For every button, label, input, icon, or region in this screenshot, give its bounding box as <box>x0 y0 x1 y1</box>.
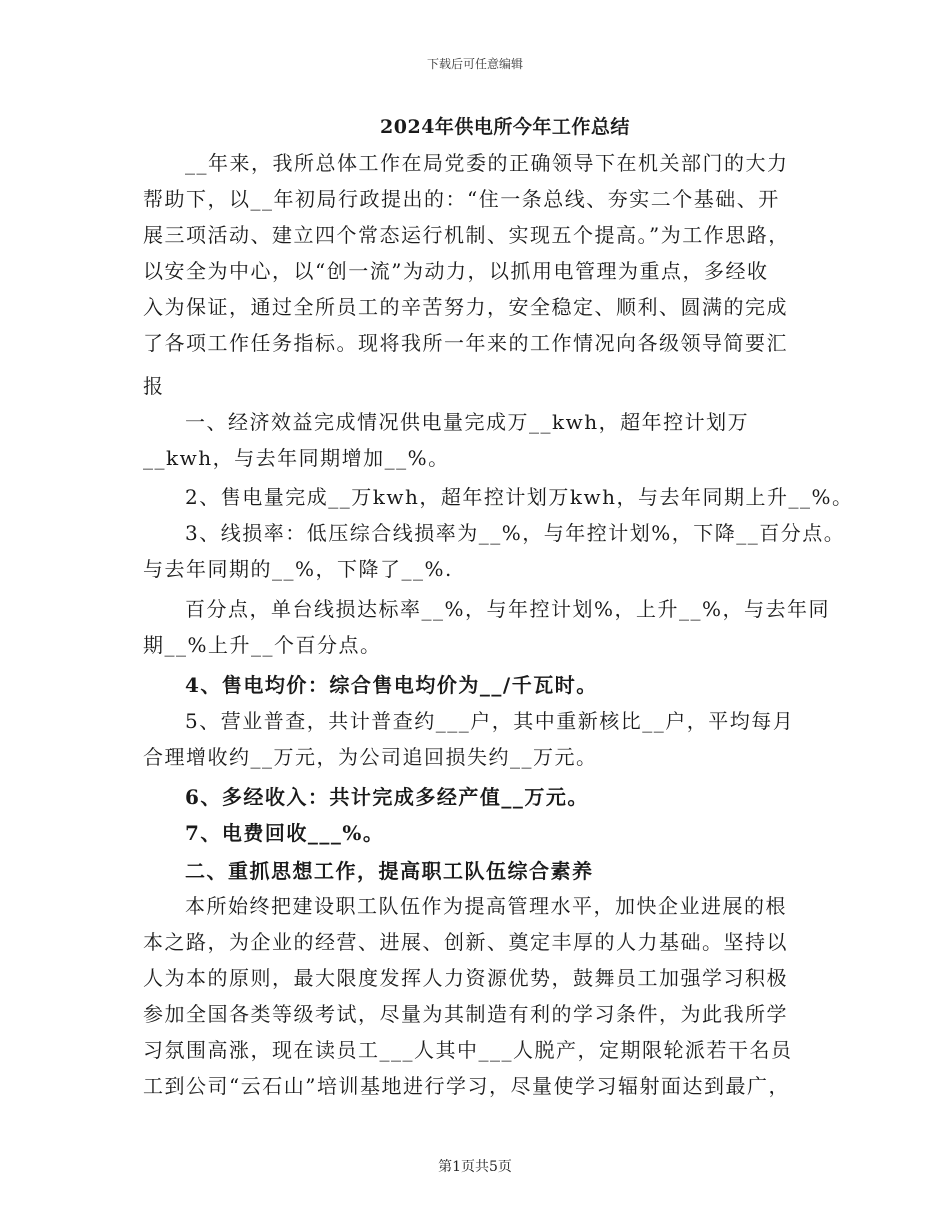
page-header: 下载后可任意编辑 <box>426 57 523 71</box>
body-line: 5、营业普查，共计普查约___户，其中重新核比__户，平均每月 <box>185 709 795 733</box>
body-line: 7、电费回收___%。 <box>185 821 385 845</box>
body-line: 以安全为中心，以“创一流”为动力，以抓用电管理为重点，多经收 <box>143 259 769 283</box>
body-line: __年来，我所总体工作在局党委的正确领导下在机关部门的大力 <box>185 151 789 175</box>
body-line: 入为保证，通过全所员工的辛苦努力，安全稳定、顺利、圆满的完成 <box>143 295 788 319</box>
body-line: 了各项工作任务指标。现将我所一年来的工作情况向各级领导简要汇 <box>143 331 788 355</box>
body-line: 本之路，为企业的经营、进展、创新、奠定丰厚的人力基础。坚持以 <box>143 930 788 954</box>
body-line: 参加全国各类等级考试，尽量为其制造有利的学习条件，为此我所学 <box>143 1002 788 1026</box>
body-line: 期__%上升__个百分点。 <box>143 633 382 657</box>
body-line: 与去年同期的__%，下降了__%. <box>143 557 453 581</box>
body-line: 2、售电量完成__万kwh，超年控计划万kwh，与去年同期上升__%。 <box>185 485 854 509</box>
body-line: 百分点，单台线损达标率__%，与年控计划%，上升__%，与去年同 <box>185 597 831 621</box>
page-footer: 第1页共5页 <box>438 1159 512 1175</box>
document-title: 2024年供电所今年工作总结 <box>380 116 630 138</box>
body-line: 4、售电均价：综合售电均价为__/千瓦时。 <box>185 673 598 697</box>
body-line: 展三项活动、建立四个常态运行机制、实现五个提高。”为工作思路， <box>143 223 790 247</box>
body-line: 一、经济效益完成情况供电量完成万__kwh，超年控计划万 <box>185 410 750 434</box>
body-line: 报 <box>143 374 165 398</box>
body-line: 习氛围高涨，现在读员工___人其中___人脱产，定期限轮派若干名员 <box>143 1038 793 1062</box>
body-line: 工到公司“云石山”培训基地进行学习，尽量使学习辐射面达到最广， <box>143 1074 790 1098</box>
body-line: __kwh，与去年同期增加__%。 <box>143 446 450 470</box>
body-line: 本所始终把建设职工队伍作为提高管理水平，加快企业进展的根 <box>185 894 787 918</box>
body-line: 6、多经收入：共计完成多经产值__万元。 <box>185 785 589 809</box>
body-line: 帮助下，以__年初局行政提出的：“住一条总线、夯实二个基础、开 <box>143 187 780 211</box>
body-line: 3、线损率：低压综合线损率为__%，与年控计划%，下降__百分点。 <box>185 521 846 545</box>
body-line: 合理增收约__万元，为公司追回损失约__万元。 <box>143 745 598 769</box>
body-line: 人为本的原则，最大限度发挥人力资源优势，鼓舞员工加强学习积极 <box>143 966 788 990</box>
body-line: 二、重抓思想工作，提高职工队伍综合素养 <box>185 859 594 883</box>
